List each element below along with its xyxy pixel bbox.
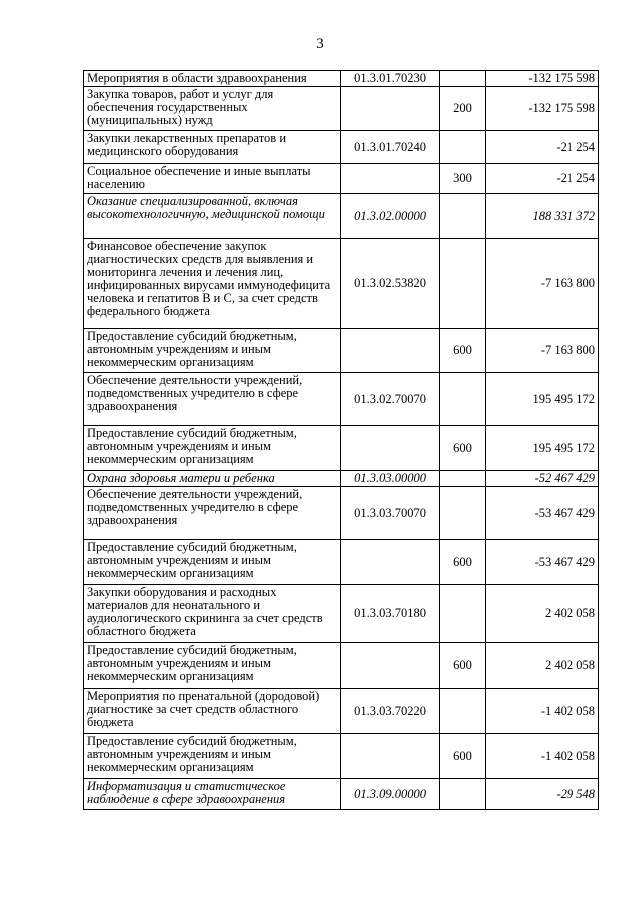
row-name: Обеспечение деятельности учреждений, подведомственных учредителю в сфере здравоохранения	[84, 373, 341, 426]
row-code: 01.3.02.00000	[341, 194, 440, 239]
row-expense-type	[440, 71, 486, 87]
row-expense-type: 200	[440, 87, 486, 131]
table-row	[84, 585, 599, 643]
row-name: Охрана здоровья матери и ребенка	[84, 471, 341, 487]
row-expense-type	[440, 487, 486, 540]
row-code	[341, 426, 440, 471]
table-row	[84, 71, 599, 87]
row-amount: -53 467 429	[486, 487, 599, 540]
row-code	[341, 643, 440, 689]
row-name: Обеспечение деятельности учреждений, подведомственных учредителю в сфере здравоохранения	[84, 487, 341, 540]
row-expense-type	[440, 689, 486, 734]
row-amount: 2 402 058	[486, 585, 599, 643]
row-amount: 188 331 372	[486, 194, 599, 239]
row-name: Предоставление субсидий бюджетным, автономным учреждениям и иным некоммерческим организациям	[84, 643, 341, 689]
row-expense-type	[440, 471, 486, 487]
table-row	[84, 689, 599, 734]
row-code	[341, 87, 440, 131]
page-number: 3	[316, 36, 324, 52]
row-expense-type: 600	[440, 540, 486, 585]
table-row	[84, 239, 599, 329]
row-amount: 2 402 058	[486, 643, 599, 689]
row-name: Предоставление субсидий бюджетным, автономным учреждениям и иным некоммерческим организациям	[84, 329, 341, 373]
row-code: 01.3.03.00000	[341, 471, 440, 487]
row-amount: -21 254	[486, 164, 599, 194]
row-name: Закупки лекарственных препаратов и медицинского оборудования	[84, 131, 341, 164]
row-amount: -132 175 598	[486, 87, 599, 131]
row-name: Закупки оборудования и расходных материалов для неонатального и аудиологического скрининга за счет средств областного бюджета	[84, 585, 341, 643]
row-code	[341, 734, 440, 779]
table-row	[84, 734, 599, 779]
row-name: Закупка товаров, работ и услуг для обеспечения государственных (муниципальных) нужд	[84, 87, 341, 131]
row-amount: -53 467 429	[486, 540, 599, 585]
row-expense-type: 600	[440, 426, 486, 471]
row-name: Мероприятия в области здравоохранения	[84, 71, 341, 87]
row-amount: -7 163 800	[486, 239, 599, 329]
row-expense-type: 300	[440, 164, 486, 194]
row-expense-type	[440, 194, 486, 239]
row-amount: 195 495 172	[486, 426, 599, 471]
row-code	[341, 329, 440, 373]
table-row	[84, 540, 599, 585]
row-name: Мероприятия по пренатальной (дородовой) диагностике за счет средств областного бюджета	[84, 689, 341, 734]
row-expense-type	[440, 585, 486, 643]
table-row	[84, 329, 599, 373]
row-code: 01.3.03.70070	[341, 487, 440, 540]
row-amount: -7 163 800	[486, 329, 599, 373]
row-expense-type: 600	[440, 734, 486, 779]
row-expense-type: 600	[440, 329, 486, 373]
row-name: Оказание специализированной, включая высокотехнологичную, медицинской помощи	[84, 194, 341, 239]
budget-table	[83, 70, 599, 810]
row-amount: -132 175 598	[486, 71, 599, 87]
row-expense-type: 600	[440, 643, 486, 689]
row-code	[341, 164, 440, 194]
table-row	[84, 487, 599, 540]
row-expense-type	[440, 131, 486, 164]
row-name: Предоставление субсидий бюджетным, автономным учреждениям и иным некоммерческим организациям	[84, 426, 341, 471]
row-code: 01.3.03.70220	[341, 689, 440, 734]
row-code: 01.3.02.70070	[341, 373, 440, 426]
row-code: 01.3.01.70240	[341, 131, 440, 164]
row-amount: -1 402 058	[486, 734, 599, 779]
row-amount: -1 402 058	[486, 689, 599, 734]
row-code: 01.3.01.70230	[341, 71, 440, 87]
table-row	[84, 779, 599, 810]
row-expense-type	[440, 239, 486, 329]
row-code: 01.3.03.70180	[341, 585, 440, 643]
row-name: Предоставление субсидий бюджетным, автономным учреждениям и иным некоммерческим организациям	[84, 734, 341, 779]
table-row	[84, 87, 599, 131]
row-code: 01.3.02.53820	[341, 239, 440, 329]
row-code	[341, 540, 440, 585]
row-amount: -21 254	[486, 131, 599, 164]
table-row	[84, 194, 599, 239]
row-name: Предоставление субсидий бюджетным, автономным учреждениям и иным некоммерческим организациям	[84, 540, 341, 585]
row-amount: 195 495 172	[486, 373, 599, 426]
row-expense-type	[440, 373, 486, 426]
row-name: Социальное обеспечение и иные выплаты населению	[84, 164, 341, 194]
row-code: 01.3.09.00000	[341, 779, 440, 810]
row-amount: -29 548	[486, 779, 599, 810]
table-row	[84, 131, 599, 164]
table-row	[84, 373, 599, 426]
row-amount: -52 467 429	[486, 471, 599, 487]
row-name: Информатизация и статистическое наблюдение в сфере здравоохранения	[84, 779, 341, 810]
row-name: Финансовое обеспечение закупок диагностических средств для выявления и мониторинга лечения и лечения лиц, инфицированных вирусами иммунодефицита человека и гепатитов B и C, за счет средств федерального бюджета	[84, 239, 341, 329]
row-expense-type	[440, 779, 486, 810]
table-row	[84, 471, 599, 487]
budget-table-body	[84, 71, 599, 810]
table-row	[84, 426, 599, 471]
table-row	[84, 643, 599, 689]
table-row	[84, 164, 599, 194]
